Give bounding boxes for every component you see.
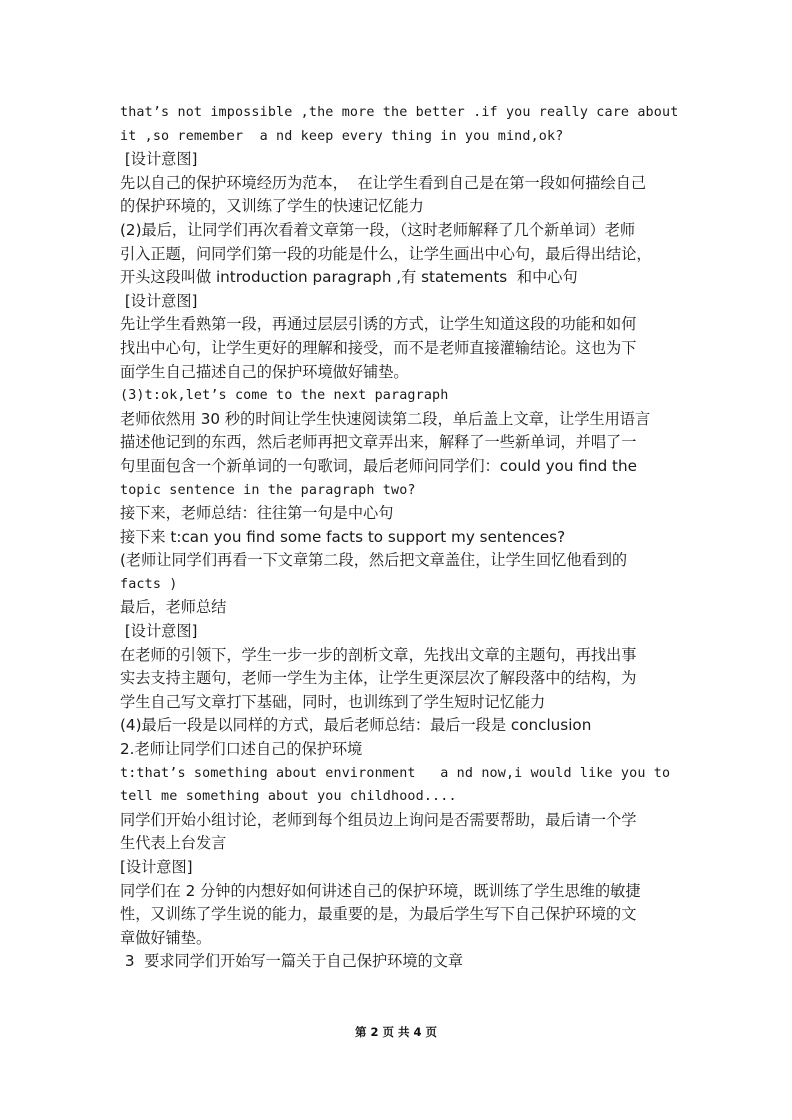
text-line: topic sentence in the paragraph two? <box>120 482 416 498</box>
text-line: (3)t:ok,let’s come to the next paragraph <box>120 388 449 404</box>
design-intent-heading: [设计意图] <box>120 291 198 310</box>
text-line: 开头这段叫做 introduction paragraph ,有 statements 和中心句 <box>120 268 578 287</box>
text-line: tell me something about you childhood.... <box>120 789 457 805</box>
text-line: 最后，老师总结 <box>120 598 227 617</box>
text-line: 2.老师让同学们口述自己的保护环境 <box>120 740 363 759</box>
text-line: 句里面包含一个新单词的一句歌词，最后老师问同学们：could you find the <box>120 456 637 475</box>
text-line: (老师让同学们再看一下文章第二段，然后把文章盖住，让学生回忆他看到的 <box>120 551 628 570</box>
text-line: 老师依然用 30 秒的时间让学生快速阅读第二段，单后盖上文章，让学生用语言 <box>120 409 651 428</box>
document-body <box>120 101 680 974</box>
text-line: 生代表上台发言 <box>120 834 227 853</box>
text-line: (2)最后，让同学们再次看着文章第一段，（这时老师解释了几个新单词）老师 <box>120 220 636 239</box>
text-line: 描述他记到的东西，然后老师再把文章弄出来，解释了一些新单词，并唱了一 <box>120 433 637 452</box>
text-line: t:that’s something about environment a nd now,i would like you to <box>120 765 671 781</box>
text-line: 接下来 t:can you find some facts to support my sentences? <box>120 527 566 546</box>
text-line: 在老师的引领下，学生一步一步的剖析文章，先找出文章的主题句，再找出事 <box>120 645 637 664</box>
text-line: 学生自己写文章打下基础，同时，也训练到了学生短时记忆能力 <box>120 692 546 711</box>
text-line: 接下来，老师总结：往往第一句是中心句 <box>120 504 394 523</box>
text-line: (4)最后一段是以同样的方式，最后老师总结：最后一段是 conclusion <box>120 716 592 735</box>
text-line: facts ) <box>120 576 178 592</box>
text-line: 的保护环境的，又训练了学生的快速记忆能力 <box>120 197 424 216</box>
text-line: that’s not impossible ,the more the better .if you really care about <box>120 105 679 120</box>
page-number-footer: 第 2 页 共 4 页 <box>354 1025 438 1039</box>
text-line: 引入正题，问同学们第一段的功能是什么，让学生画出中心句，最后得出结论， <box>120 244 652 263</box>
text-line: 章做好铺垫。 <box>120 928 212 947</box>
text-line: 找出中心句，让学生更好的理解和接受，而不是老师直接灌输结论。这也为下 <box>120 338 637 357</box>
text-line: 性，又训练了学生说的能力，最重要的是，为最后学生写下自己保护环境的文 <box>120 905 637 924</box>
text-line: 3 要求同学们开始写一篇关于自己保护环境的文章 <box>120 952 464 971</box>
design-intent-heading: [设计意图] <box>120 150 198 169</box>
text-line: 先以自己的保护环境经历为范本， 在让学生看到自己是在第一段如何描绘自己 <box>120 173 647 192</box>
design-intent-heading: [设计意图] <box>120 622 198 641</box>
text-line: 同学们开始小组讨论，老师到每个组员边上询问是否需要帮助，最后请一个学 <box>120 810 637 829</box>
text-line: 同学们在 2 分钟的内想好如何讲述自己的保护环境，既训练了学生思维的敏捷 <box>120 881 641 900</box>
text-line: 实去支持主题句，老师一学生为主体，让学生更深层次了解段落中的结构，为 <box>120 669 637 688</box>
text-line: it ,so remember a nd keep every thing in you mind,ok? <box>120 128 564 144</box>
text-line: 面学生自己描述自己的保护环境做好铺垫。 <box>120 362 409 381</box>
text-line: 先让学生看熟第一段，再通过层层引诱的方式，让学生知道这段的功能和如何 <box>120 315 637 334</box>
design-intent-heading: [设计意图] <box>120 858 193 876</box>
